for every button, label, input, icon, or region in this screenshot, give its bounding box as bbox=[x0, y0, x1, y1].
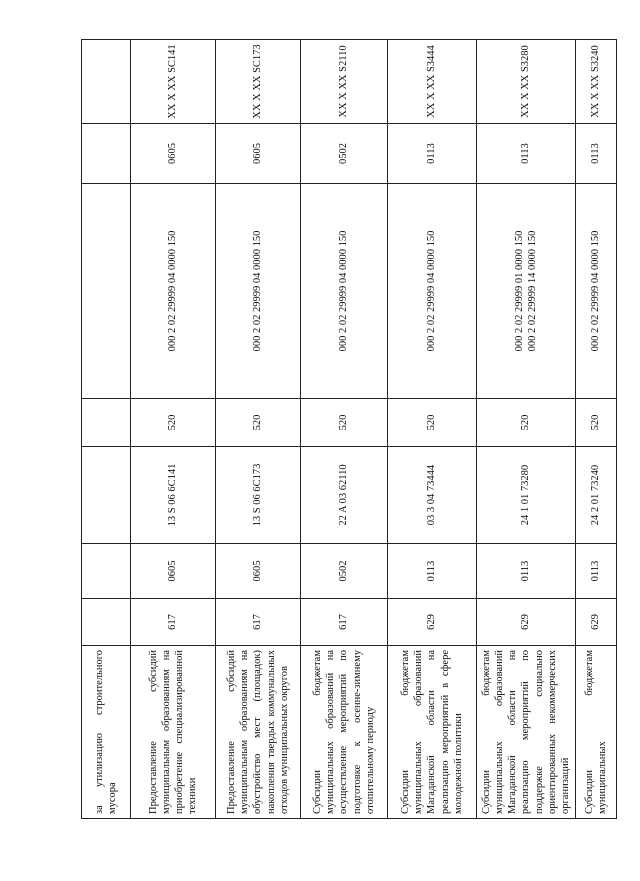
cell-name: Предоставление субсидий муниципальным образованиям на приобретение специализированной техники bbox=[131, 646, 216, 819]
cell-glav: 617 bbox=[216, 599, 301, 646]
table-row-continuation bbox=[82, 40, 131, 819]
cell-empty bbox=[82, 399, 131, 447]
cell-glav: 629 bbox=[477, 599, 576, 646]
table-row bbox=[216, 40, 301, 819]
cell-csr: 24 2 01 73240 bbox=[576, 447, 617, 544]
cell-extra: XX X XX S3444 bbox=[388, 40, 477, 124]
cell-rz: 0113 bbox=[576, 544, 617, 599]
kod-line: 000 2 02 29999 04 0000 150 bbox=[167, 230, 179, 352]
cell-rz: 0113 bbox=[388, 544, 477, 599]
cell-kod bbox=[388, 184, 477, 399]
cell-rzd: 0113 bbox=[388, 124, 477, 184]
kod-line: 000 2 02 29999 04 0000 150 bbox=[338, 230, 350, 352]
cell-glav: 629 bbox=[388, 599, 477, 646]
cell-glav: 629 bbox=[576, 599, 617, 646]
cell-csr: 22 A 03 62110 bbox=[301, 447, 388, 544]
cell-kod bbox=[301, 184, 388, 399]
cell-csr: 03 3 04 73444 bbox=[388, 447, 477, 544]
cell-kod bbox=[576, 184, 617, 399]
cell-name: Субсидии бюджетам муниципальных bbox=[576, 646, 617, 819]
cell-name: Субсидии бюджетам муниципальных образований Магаданской области на реализацию мероприятий по поддержке социально ориентированных некоммерческих организаций bbox=[477, 646, 576, 819]
cell-rz: 0502 bbox=[301, 544, 388, 599]
cell-csr: 13 S 06 6C173 bbox=[216, 447, 301, 544]
cell-vr: 520 bbox=[477, 399, 576, 447]
table-row bbox=[301, 40, 388, 819]
cell-vr: 520 bbox=[216, 399, 301, 447]
cell-csr: 24 1 01 73280 bbox=[477, 447, 576, 544]
table-row bbox=[388, 40, 477, 819]
table-row bbox=[576, 40, 617, 819]
cell-rzd: 0113 bbox=[477, 124, 576, 184]
kod-line: 000 2 02 29999 04 0000 150 bbox=[590, 230, 602, 352]
table-body bbox=[82, 40, 617, 819]
cell-rz: 0605 bbox=[216, 544, 301, 599]
cell-empty bbox=[82, 124, 131, 184]
cell-kod bbox=[216, 184, 301, 399]
kod-line: 000 2 02 29999 04 0000 150 bbox=[252, 230, 264, 352]
cell-extra: XX X XX S2110 bbox=[301, 40, 388, 124]
cell-name: за утилизацию строительного мусора bbox=[82, 646, 131, 819]
kod-line: 000 2 02 29999 01 0000 150 bbox=[513, 230, 525, 352]
cell-empty bbox=[82, 40, 131, 124]
cell-csr: 13 S 06 6C141 bbox=[131, 447, 216, 544]
cell-vr: 520 bbox=[388, 399, 477, 447]
kod-line: 000 2 02 29999 14 0000 150 bbox=[527, 230, 538, 352]
kod-line: 000 2 02 29999 04 0000 150 bbox=[426, 230, 438, 352]
cell-rzd: 0605 bbox=[216, 124, 301, 184]
cell-name: Предоставление субсидий муниципальным образованиям на обустройство мест (площадок) накопления твердых коммунальных отходов муниципальных округов bbox=[216, 646, 301, 819]
cell-empty bbox=[82, 544, 131, 599]
cell-vr: 520 bbox=[131, 399, 216, 447]
cell-glav: 617 bbox=[301, 599, 388, 646]
table-row bbox=[131, 40, 216, 819]
cell-name: Субсидии бюджетам муниципальных образований Магаданской области на реализацию мероприятий в сфере молодежной политики bbox=[388, 646, 477, 819]
cell-rzd: 0605 bbox=[131, 124, 216, 184]
rotated-table-container bbox=[81, 40, 608, 819]
cell-name: Субсидии бюджетам муниципальных образований на осуществление мероприятий по подготовке к осенне-зимнему отопительному периоду bbox=[301, 646, 388, 819]
cell-extra: XX X XX S3280 bbox=[477, 40, 576, 124]
cell-glav: 617 bbox=[131, 599, 216, 646]
cell-empty bbox=[82, 599, 131, 646]
cell-extra: XX X XX SC173 bbox=[216, 40, 301, 124]
cell-rz: 0113 bbox=[477, 544, 576, 599]
cell-rzd: 0502 bbox=[301, 124, 388, 184]
cell-rzd: 0113 bbox=[576, 124, 617, 184]
cell-kod bbox=[477, 184, 576, 399]
table-row bbox=[477, 40, 576, 819]
cell-empty bbox=[82, 447, 131, 544]
cell-empty bbox=[82, 184, 131, 399]
budget-table bbox=[81, 39, 617, 819]
cell-vr: 520 bbox=[576, 399, 617, 447]
cell-rz: 0605 bbox=[131, 544, 216, 599]
cell-extra: XX X XX SC141 bbox=[131, 40, 216, 124]
cell-extra: XX X XX S3240 bbox=[576, 40, 617, 124]
cell-kod bbox=[131, 184, 216, 399]
cell-vr: 520 bbox=[301, 399, 388, 447]
